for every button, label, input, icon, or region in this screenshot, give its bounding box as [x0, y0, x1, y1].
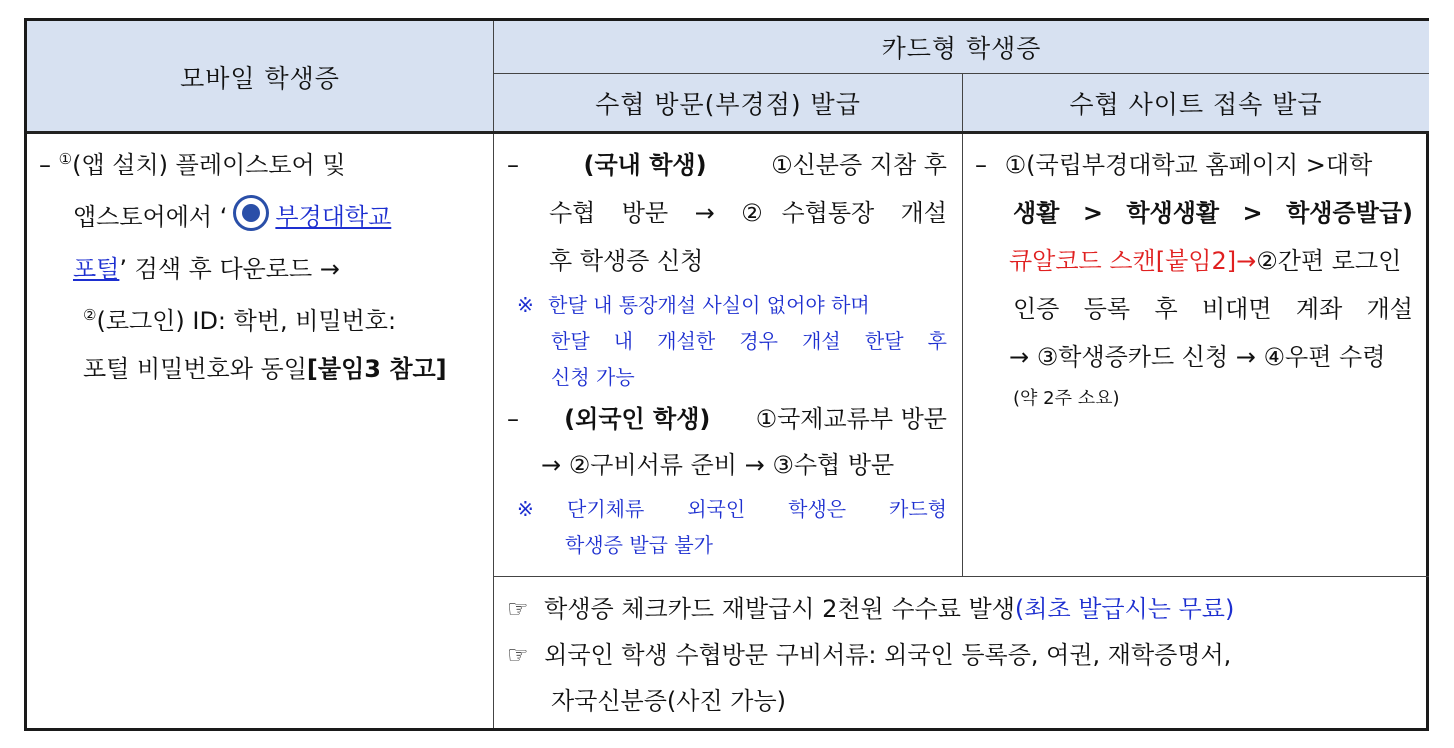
visit-foreign-line-2: → ②구비서류 준비 → ③수협 방문	[541, 451, 895, 479]
divider-notes	[494, 576, 1429, 577]
site-line-3: 큐알코드 스캔[붙임2]→②간편 로그인	[1009, 247, 1402, 275]
visit-note1-line-1: ※ 한달 내 통장개설 사실이 없어야 하며	[517, 293, 870, 317]
student-id-table	[24, 18, 1429, 731]
site-line-1: – ①(국립부경대학교 홈페이지 >대학	[975, 151, 1373, 179]
visit-domestic-line-2: 수협 방문 → ②수협통장 개설	[549, 199, 947, 227]
site-line-5: → ③학생증카드 신청 → ④우편 수령	[1009, 343, 1386, 371]
visit-note2-line-2: 학생증 발급 불가	[565, 533, 713, 557]
pointing-hand-icon: ☞	[507, 595, 529, 623]
mobile-line-5: 포털 비밀번호와 동일[붙임3 참고]	[83, 355, 447, 383]
header-card	[494, 21, 1429, 73]
note-reissue: ☞ 학생증 체크카드 재발급시 2천원 수수료 발생(최초 발급시는 무료)	[507, 595, 1235, 623]
header-card-label: 카드형 학생증	[881, 34, 1042, 63]
mobile-line-1: – ①(앱 설치) 플레이스토어 및	[39, 150, 346, 179]
visit-note1-line-2: 한달 내 개설한 경우 개설 한달 후	[551, 329, 947, 353]
divider-col1	[493, 21, 494, 728]
header-site	[963, 74, 1429, 132]
note-foreign-docs: ☞ 외국인 학생 수협방문 구비서류: 외국인 등록증, 여권, 재학증명서,	[507, 641, 1232, 669]
mobile-line-4: ②(로그인) ID: 학번, 비밀번호:	[83, 306, 397, 335]
pointing-hand-icon: ☞	[507, 641, 529, 669]
mobile-line-3: 포털’ 검색 후 다운로드 →	[73, 255, 340, 283]
note-foreign-docs-cont: 자국신분증(사진 가능)	[551, 687, 787, 715]
site-line-2: 생활 > 학생생활 > 학생증발급)	[1013, 199, 1413, 227]
header-mobile-label: 모바일 학생증	[180, 63, 340, 93]
university-logo-icon	[233, 195, 269, 231]
visit-domestic-line-3: 후 학생증 신청	[549, 247, 704, 275]
site-line-4: 인증 등록 후 비대면 계좌 개설	[1013, 295, 1413, 323]
site-line-6: (약 2주 소요)	[1013, 388, 1120, 409]
header-visit-label: 수협 방문(부경점) 발급	[595, 90, 861, 119]
divider-col2	[962, 74, 963, 576]
divider-header-body	[27, 131, 1429, 134]
portal-link-part2[interactable]: 포털	[73, 255, 120, 283]
portal-link-part1[interactable]: 부경대학교	[275, 203, 392, 231]
mobile-line-2: 앱스토어에서 ‘ 부경대학교	[73, 193, 391, 241]
header-site-label: 수협 사이트 접속 발급	[1069, 90, 1323, 119]
header-mobile	[27, 21, 493, 132]
visit-note2-line-1: ※ 단기체류 외국인 학생은 카드형	[517, 497, 947, 521]
header-visit	[494, 74, 962, 132]
visit-foreign-line-1: – (외국인 학생) ①국제교류부 방문	[507, 405, 947, 433]
divider-card-header	[494, 73, 1429, 74]
visit-note1-line-3: 신청 가능	[551, 365, 635, 389]
visit-domestic-line-1: – (국내 학생) ①신분증 지참 후	[507, 151, 947, 179]
